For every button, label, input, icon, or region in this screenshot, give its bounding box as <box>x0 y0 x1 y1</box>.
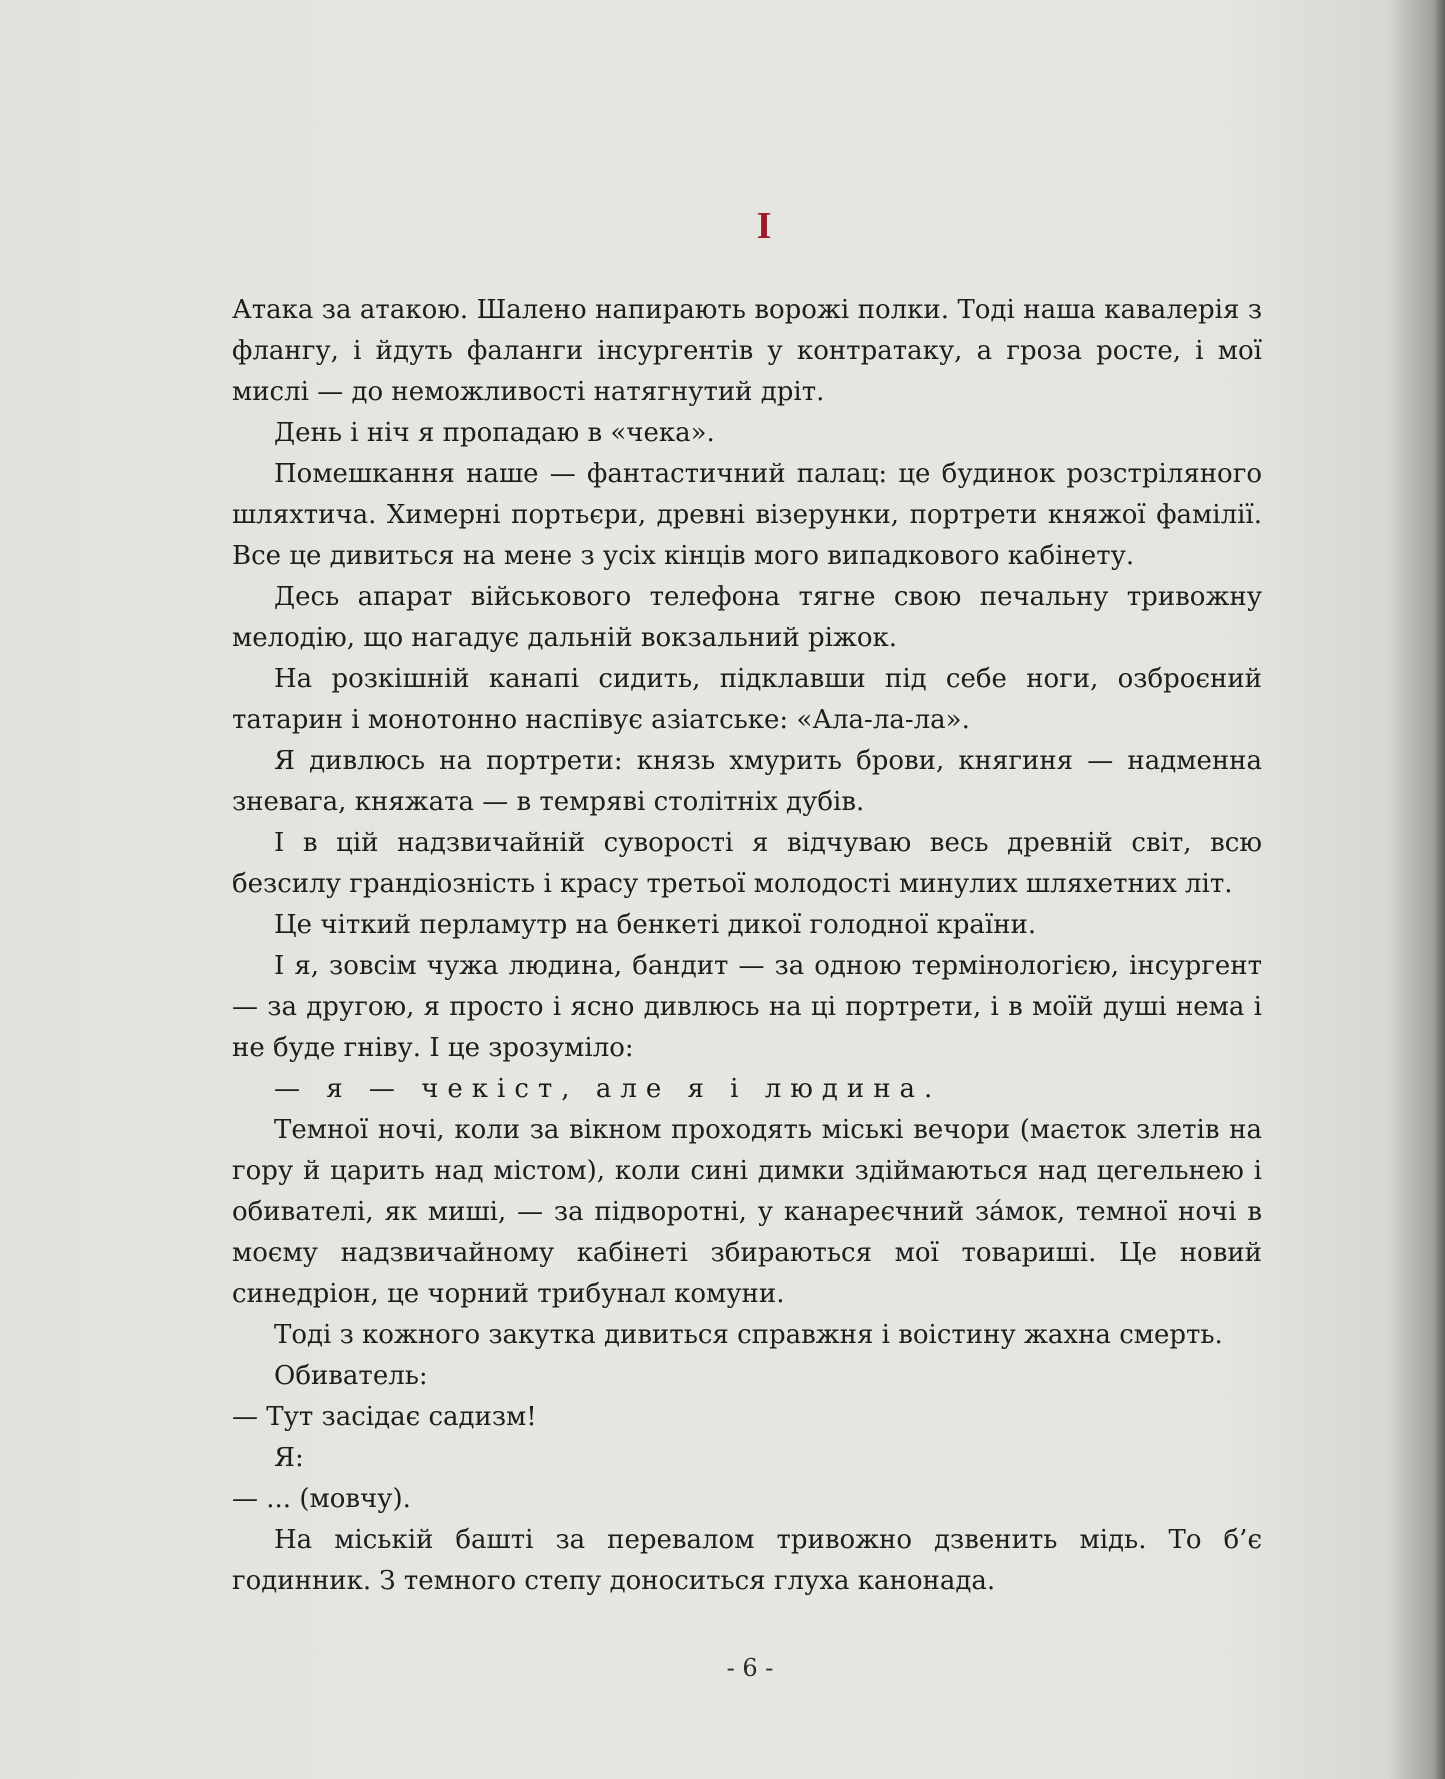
paragraph: Темної ночі, коли за вікном проходять міські вечори (маєток злетів на гору й царить над містом), коли сині димки здіймаються над цегельнею і обивателі, як миші, — за підворотні, у канареєчний зáмок, темної ночі в моєму надзвичайному кабінеті збираються мої товариші. Це новий синедріон, це чорний трибунал комуни. <box>232 1115 1262 1309</box>
dialogue-line: — Тут засідає садизм! <box>232 1402 537 1432</box>
paragraph: Обиватель: <box>274 1361 428 1391</box>
chapter-text <box>232 290 1262 1602</box>
paragraph: Помешкання наше — фантастичний палац: це будинок розстріляного шляхтича. Химерні портьєри, древні візерунки, портрети княжої фамілії. Все це дивиться на мене з усіх кінців мого випадкового кабінету. <box>232 459 1262 571</box>
emphasized-line: — я — чекіст, але я і людина. <box>274 1074 942 1104</box>
paragraph: Я: <box>274 1443 304 1473</box>
paragraph: Тоді з кожного закутка дивиться справжня і воістину жахна смерть. <box>274 1320 1223 1350</box>
paragraph: Десь апарат військового телефона тягне свою печальну тривожну мелодію, що нагадує дальній вокзальний ріжок. <box>232 582 1262 653</box>
paragraph: На розкішній канапі сидить, підклавши під себе ноги, озброєний татарин і монотонно наспівує азіатське: «Ала-ла-ла». <box>232 664 1262 735</box>
paragraph: Це чіткий перламутр на бенкеті дикої голодної країни. <box>274 910 1037 940</box>
dialogue-line: — ... (мовчу). <box>232 1484 411 1514</box>
paragraph: День і ніч я пропадаю в «чека». <box>274 418 715 448</box>
paragraph: На міській башті за перевалом тривожно дзвенить мідь. То б’є годинник. З темного степу доноситься глуха канонада. <box>232 1525 1262 1596</box>
paragraph: Атака за атакою. Шалено напирають ворожі полки. Тоді наша кавалерія з флангу, і йдуть фаланги інсургентів у контратаку, а гроза росте, і мої мислі — до неможливості натягнутий дріт. <box>232 295 1262 407</box>
paragraph: І в цій надзвичайній суворості я відчуваю весь древній світ, всю безсилу грандіозність і красу третьої молодості минулих шляхетних літ. <box>232 828 1262 899</box>
paragraph: Я дивлюсь на портрети: князь хмурить брови, княгиня — надменна зневага, княжата — в темряві столітніх дубів. <box>232 746 1262 817</box>
paragraph: І я, зовсім чужа людина, бандит — за одною термінологією, інсургент — за другою, я просто і ясно дивлюсь на ці портрети, і в моїй душі нема і не буде гніву. І це зрозуміло: <box>232 951 1262 1063</box>
page-number: - 6 - <box>726 1654 774 1682</box>
chapter-title: I <box>756 205 772 247</box>
